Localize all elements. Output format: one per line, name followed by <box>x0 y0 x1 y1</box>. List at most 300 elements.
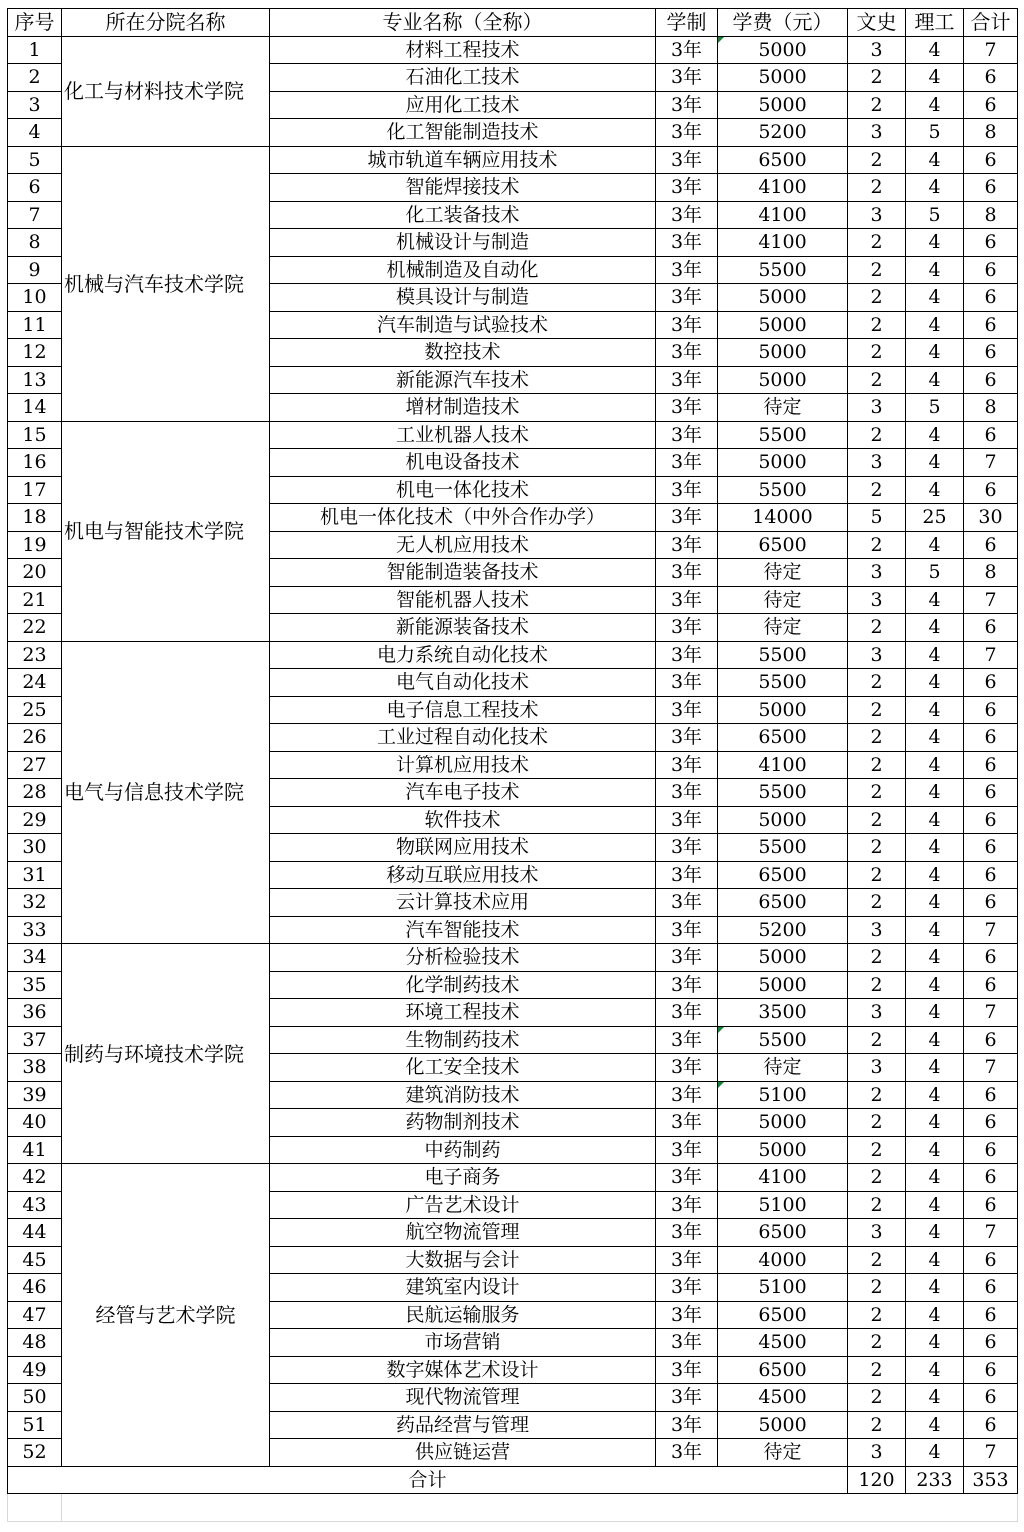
total-cell[interactable]: 6 <box>964 1191 1018 1219</box>
seq-cell[interactable]: 18 <box>8 504 62 532</box>
arts-cell[interactable]: 2 <box>848 229 906 257</box>
duration-cell[interactable]: 3年 <box>656 696 718 724</box>
total-cell[interactable]: 6 <box>964 476 1018 504</box>
total-cell[interactable]: 6 <box>964 64 1018 92</box>
seq-cell[interactable]: 50 <box>8 1384 62 1412</box>
tuition-cell[interactable]: 5500 <box>718 641 848 669</box>
arts-cell[interactable]: 2 <box>848 669 906 697</box>
seq-cell[interactable]: 49 <box>8 1356 62 1384</box>
seq-cell[interactable]: 7 <box>8 201 62 229</box>
total-cell[interactable]: 6 <box>964 1301 1018 1329</box>
tuition-cell[interactable]: 待定 <box>718 559 848 587</box>
seq-cell[interactable]: 26 <box>8 724 62 752</box>
science-cell[interactable]: 4 <box>906 1411 964 1439</box>
duration-cell[interactable]: 3年 <box>656 64 718 92</box>
total-cell[interactable]: 8 <box>964 559 1018 587</box>
seq-cell[interactable]: 19 <box>8 531 62 559</box>
science-cell[interactable]: 4 <box>906 256 964 284</box>
science-cell[interactable]: 5 <box>906 201 964 229</box>
total-cell[interactable]: 7 <box>964 36 1018 64</box>
tuition-cell[interactable]: 14000 <box>718 504 848 532</box>
seq-cell[interactable]: 33 <box>8 916 62 944</box>
science-cell[interactable]: 4 <box>906 1301 964 1329</box>
tuition-cell[interactable]: 5100 <box>718 1191 848 1219</box>
duration-cell[interactable]: 3年 <box>656 751 718 779</box>
duration-cell[interactable]: 3年 <box>656 1164 718 1192</box>
total-cell[interactable]: 6 <box>964 669 1018 697</box>
duration-cell[interactable]: 3年 <box>656 641 718 669</box>
college-cell[interactable]: 经管与艺术学院 <box>62 1164 270 1467</box>
arts-cell[interactable]: 2 <box>848 1164 906 1192</box>
total-cell[interactable]: 6 <box>964 971 1018 999</box>
arts-cell[interactable]: 2 <box>848 1329 906 1357</box>
total-cell[interactable]: 6 <box>964 806 1018 834</box>
tuition-cell[interactable]: 待定 <box>718 394 848 422</box>
total-cell[interactable]: 6 <box>964 724 1018 752</box>
science-cell[interactable]: 4 <box>906 1274 964 1302</box>
tuition-cell[interactable]: 6500 <box>718 724 848 752</box>
seq-cell[interactable]: 42 <box>8 1164 62 1192</box>
major-cell[interactable]: 广告艺术设计 <box>270 1191 656 1219</box>
science-cell[interactable]: 5 <box>906 394 964 422</box>
major-cell[interactable]: 模具设计与制造 <box>270 284 656 312</box>
total-cell[interactable]: 7 <box>964 1439 1018 1467</box>
seq-cell[interactable]: 44 <box>8 1219 62 1247</box>
header-college[interactable]: 所在分院名称 <box>62 9 270 37</box>
tuition-cell[interactable]: 4000 <box>718 1246 848 1274</box>
tuition-cell[interactable]: 5500 <box>718 834 848 862</box>
science-cell[interactable]: 25 <box>906 504 964 532</box>
duration-cell[interactable]: 3年 <box>656 806 718 834</box>
arts-cell[interactable]: 2 <box>848 861 906 889</box>
seq-cell[interactable]: 17 <box>8 476 62 504</box>
major-cell[interactable]: 电子商务 <box>270 1164 656 1192</box>
science-cell[interactable]: 4 <box>906 916 964 944</box>
tuition-cell[interactable]: 5000 <box>718 1109 848 1137</box>
seq-cell[interactable]: 14 <box>8 394 62 422</box>
header-duration[interactable]: 学制 <box>656 9 718 37</box>
major-cell[interactable]: 机电设备技术 <box>270 449 656 477</box>
duration-cell[interactable]: 3年 <box>656 971 718 999</box>
duration-cell[interactable]: 3年 <box>656 421 718 449</box>
tuition-cell[interactable]: 4100 <box>718 201 848 229</box>
total-cell[interactable]: 7 <box>964 586 1018 614</box>
duration-cell[interactable]: 3年 <box>656 1136 718 1164</box>
major-cell[interactable]: 汽车智能技术 <box>270 916 656 944</box>
arts-cell[interactable]: 2 <box>848 311 906 339</box>
total-cell[interactable]: 6 <box>964 1246 1018 1274</box>
college-cell[interactable]: 机电与智能技术学院 <box>62 421 270 641</box>
duration-cell[interactable]: 3年 <box>656 256 718 284</box>
arts-cell[interactable]: 3 <box>848 559 906 587</box>
arts-cell[interactable]: 2 <box>848 421 906 449</box>
major-cell[interactable]: 数字媒体艺术设计 <box>270 1356 656 1384</box>
tuition-cell[interactable]: 5000 <box>718 1136 848 1164</box>
major-cell[interactable]: 机电一体化技术 <box>270 476 656 504</box>
major-cell[interactable]: 航空物流管理 <box>270 1219 656 1247</box>
duration-cell[interactable]: 3年 <box>656 1329 718 1357</box>
arts-cell[interactable]: 2 <box>848 1191 906 1219</box>
seq-cell[interactable]: 20 <box>8 559 62 587</box>
science-cell[interactable]: 4 <box>906 1356 964 1384</box>
total-cell[interactable]: 6 <box>964 531 1018 559</box>
total-cell[interactable]: 6 <box>964 1411 1018 1439</box>
seq-cell[interactable]: 8 <box>8 229 62 257</box>
major-cell[interactable]: 云计算技术应用 <box>270 889 656 917</box>
duration-cell[interactable]: 3年 <box>656 889 718 917</box>
tuition-cell[interactable]: 6500 <box>718 861 848 889</box>
arts-cell[interactable]: 2 <box>848 1246 906 1274</box>
total-cell[interactable]: 7 <box>964 1219 1018 1247</box>
major-cell[interactable]: 市场营销 <box>270 1329 656 1357</box>
science-cell[interactable]: 4 <box>906 1384 964 1412</box>
seq-cell[interactable]: 9 <box>8 256 62 284</box>
major-cell[interactable]: 电力系统自动化技术 <box>270 641 656 669</box>
total-cell[interactable]: 6 <box>964 614 1018 642</box>
arts-cell[interactable]: 2 <box>848 696 906 724</box>
science-cell[interactable]: 4 <box>906 174 964 202</box>
seq-cell[interactable]: 37 <box>8 1026 62 1054</box>
duration-cell[interactable]: 3年 <box>656 366 718 394</box>
duration-cell[interactable]: 3年 <box>656 1439 718 1467</box>
tuition-cell[interactable]: 5100 <box>718 1081 848 1109</box>
major-cell[interactable]: 分析检验技术 <box>270 944 656 972</box>
arts-cell[interactable]: 3 <box>848 586 906 614</box>
seq-cell[interactable]: 40 <box>8 1109 62 1137</box>
tuition-cell[interactable]: 5100 <box>718 1274 848 1302</box>
arts-cell[interactable]: 2 <box>848 806 906 834</box>
major-cell[interactable]: 移动互联应用技术 <box>270 861 656 889</box>
major-cell[interactable]: 增材制造技术 <box>270 394 656 422</box>
tuition-cell[interactable]: 6500 <box>718 1356 848 1384</box>
science-cell[interactable]: 4 <box>906 696 964 724</box>
tuition-cell[interactable]: 5000 <box>718 971 848 999</box>
seq-cell[interactable]: 13 <box>8 366 62 394</box>
duration-cell[interactable]: 3年 <box>656 614 718 642</box>
major-cell[interactable]: 新能源装备技术 <box>270 614 656 642</box>
arts-cell[interactable]: 2 <box>848 1274 906 1302</box>
header-major[interactable]: 专业名称（全称） <box>270 9 656 37</box>
science-cell[interactable]: 4 <box>906 834 964 862</box>
science-cell[interactable]: 4 <box>906 531 964 559</box>
seq-cell[interactable]: 22 <box>8 614 62 642</box>
science-cell[interactable]: 4 <box>906 229 964 257</box>
total-cell[interactable]: 7 <box>964 916 1018 944</box>
arts-cell[interactable]: 2 <box>848 1301 906 1329</box>
major-cell[interactable]: 化工智能制造技术 <box>270 119 656 147</box>
total-cell[interactable]: 6 <box>964 91 1018 119</box>
science-cell[interactable]: 4 <box>906 311 964 339</box>
science-cell[interactable]: 4 <box>906 586 964 614</box>
college-cell[interactable]: 电气与信息技术学院 <box>62 641 270 944</box>
empty-cell[interactable] <box>8 1494 62 1522</box>
seq-cell[interactable]: 30 <box>8 834 62 862</box>
duration-cell[interactable]: 3年 <box>656 1219 718 1247</box>
tuition-cell[interactable]: 4100 <box>718 174 848 202</box>
total-cell[interactable]: 6 <box>964 174 1018 202</box>
total-cell[interactable]: 6 <box>964 1356 1018 1384</box>
tuition-cell[interactable]: 5200 <box>718 119 848 147</box>
total-cell[interactable]: 7 <box>964 641 1018 669</box>
tuition-cell[interactable]: 4500 <box>718 1329 848 1357</box>
duration-cell[interactable]: 3年 <box>656 146 718 174</box>
duration-cell[interactable]: 3年 <box>656 476 718 504</box>
arts-cell[interactable]: 2 <box>848 1411 906 1439</box>
tuition-cell[interactable]: 5000 <box>718 36 848 64</box>
arts-cell[interactable]: 2 <box>848 366 906 394</box>
major-cell[interactable]: 工业过程自动化技术 <box>270 724 656 752</box>
total-cell[interactable]: 7 <box>964 1054 1018 1082</box>
science-cell[interactable]: 4 <box>906 64 964 92</box>
arts-cell[interactable]: 2 <box>848 834 906 862</box>
science-cell[interactable]: 4 <box>906 724 964 752</box>
duration-cell[interactable]: 3年 <box>656 1109 718 1137</box>
summary-arts[interactable]: 120 <box>848 1466 906 1494</box>
total-cell[interactable]: 6 <box>964 256 1018 284</box>
total-cell[interactable]: 6 <box>964 1384 1018 1412</box>
total-cell[interactable]: 6 <box>964 696 1018 724</box>
major-cell[interactable]: 智能制造装备技术 <box>270 559 656 587</box>
duration-cell[interactable]: 3年 <box>656 504 718 532</box>
seq-cell[interactable]: 24 <box>8 669 62 697</box>
duration-cell[interactable]: 3年 <box>656 1246 718 1274</box>
total-cell[interactable]: 6 <box>964 834 1018 862</box>
arts-cell[interactable]: 2 <box>848 614 906 642</box>
seq-cell[interactable]: 34 <box>8 944 62 972</box>
tuition-cell[interactable]: 5000 <box>718 806 848 834</box>
science-cell[interactable]: 4 <box>906 806 964 834</box>
tuition-cell[interactable]: 4100 <box>718 751 848 779</box>
major-cell[interactable]: 物联网应用技术 <box>270 834 656 862</box>
arts-cell[interactable]: 2 <box>848 1109 906 1137</box>
major-cell[interactable]: 建筑消防技术 <box>270 1081 656 1109</box>
science-cell[interactable]: 4 <box>906 284 964 312</box>
science-cell[interactable]: 4 <box>906 779 964 807</box>
tuition-cell[interactable]: 6500 <box>718 889 848 917</box>
major-cell[interactable]: 新能源汽车技术 <box>270 366 656 394</box>
tuition-cell[interactable]: 5000 <box>718 366 848 394</box>
total-cell[interactable]: 6 <box>964 1109 1018 1137</box>
seq-cell[interactable]: 27 <box>8 751 62 779</box>
tuition-cell[interactable]: 5500 <box>718 256 848 284</box>
duration-cell[interactable]: 3年 <box>656 1054 718 1082</box>
tuition-cell[interactable]: 5500 <box>718 476 848 504</box>
college-cell[interactable]: 化工与材料技术学院 <box>62 36 270 146</box>
science-cell[interactable]: 4 <box>906 421 964 449</box>
arts-cell[interactable]: 3 <box>848 641 906 669</box>
seq-cell[interactable]: 21 <box>8 586 62 614</box>
tuition-cell[interactable]: 待定 <box>718 1054 848 1082</box>
seq-cell[interactable]: 12 <box>8 339 62 367</box>
seq-cell[interactable]: 11 <box>8 311 62 339</box>
duration-cell[interactable]: 3年 <box>656 916 718 944</box>
tuition-cell[interactable]: 待定 <box>718 586 848 614</box>
seq-cell[interactable]: 29 <box>8 806 62 834</box>
science-cell[interactable]: 4 <box>906 1054 964 1082</box>
total-cell[interactable]: 6 <box>964 146 1018 174</box>
seq-cell[interactable]: 23 <box>8 641 62 669</box>
duration-cell[interactable]: 3年 <box>656 724 718 752</box>
duration-cell[interactable]: 3年 <box>656 1081 718 1109</box>
total-cell[interactable]: 7 <box>964 999 1018 1027</box>
tuition-cell[interactable]: 5000 <box>718 449 848 477</box>
total-cell[interactable]: 6 <box>964 861 1018 889</box>
duration-cell[interactable]: 3年 <box>656 861 718 889</box>
tuition-cell[interactable]: 4500 <box>718 1384 848 1412</box>
total-cell[interactable]: 6 <box>964 889 1018 917</box>
major-cell[interactable]: 智能焊接技术 <box>270 174 656 202</box>
duration-cell[interactable]: 3年 <box>656 834 718 862</box>
header-seq[interactable]: 序号 <box>8 9 62 37</box>
major-cell[interactable]: 汽车制造与试验技术 <box>270 311 656 339</box>
major-cell[interactable]: 环境工程技术 <box>270 999 656 1027</box>
total-cell[interactable]: 8 <box>964 201 1018 229</box>
tuition-cell[interactable]: 5000 <box>718 64 848 92</box>
arts-cell[interactable]: 3 <box>848 1439 906 1467</box>
duration-cell[interactable]: 3年 <box>656 91 718 119</box>
science-cell[interactable]: 4 <box>906 944 964 972</box>
seq-cell[interactable]: 4 <box>8 119 62 147</box>
tuition-cell[interactable]: 5000 <box>718 1411 848 1439</box>
science-cell[interactable]: 4 <box>906 1136 964 1164</box>
seq-cell[interactable]: 45 <box>8 1246 62 1274</box>
science-cell[interactable]: 4 <box>906 1191 964 1219</box>
major-cell[interactable]: 电子信息工程技术 <box>270 696 656 724</box>
seq-cell[interactable]: 25 <box>8 696 62 724</box>
tuition-cell[interactable]: 5000 <box>718 339 848 367</box>
duration-cell[interactable]: 3年 <box>656 531 718 559</box>
science-cell[interactable]: 4 <box>906 366 964 394</box>
duration-cell[interactable]: 3年 <box>656 1026 718 1054</box>
major-cell[interactable]: 机械设计与制造 <box>270 229 656 257</box>
arts-cell[interactable]: 2 <box>848 174 906 202</box>
total-cell[interactable]: 6 <box>964 751 1018 779</box>
tuition-cell[interactable]: 5000 <box>718 311 848 339</box>
arts-cell[interactable]: 2 <box>848 1026 906 1054</box>
major-cell[interactable]: 民航运输服务 <box>270 1301 656 1329</box>
science-cell[interactable]: 4 <box>906 36 964 64</box>
total-cell[interactable]: 8 <box>964 119 1018 147</box>
seq-cell[interactable]: 41 <box>8 1136 62 1164</box>
college-cell[interactable]: 制药与环境技术学院 <box>62 944 270 1164</box>
duration-cell[interactable]: 3年 <box>656 284 718 312</box>
arts-cell[interactable]: 3 <box>848 1219 906 1247</box>
arts-cell[interactable]: 2 <box>848 284 906 312</box>
tuition-cell[interactable]: 4100 <box>718 229 848 257</box>
arts-cell[interactable]: 2 <box>848 751 906 779</box>
tuition-cell[interactable]: 3500 <box>718 999 848 1027</box>
total-cell[interactable]: 8 <box>964 394 1018 422</box>
seq-cell[interactable]: 5 <box>8 146 62 174</box>
seq-cell[interactable]: 46 <box>8 1274 62 1302</box>
duration-cell[interactable]: 3年 <box>656 559 718 587</box>
arts-cell[interactable]: 2 <box>848 256 906 284</box>
seq-cell[interactable]: 2 <box>8 64 62 92</box>
science-cell[interactable]: 4 <box>906 476 964 504</box>
arts-cell[interactable]: 3 <box>848 999 906 1027</box>
science-cell[interactable]: 5 <box>906 559 964 587</box>
arts-cell[interactable]: 3 <box>848 916 906 944</box>
science-cell[interactable]: 4 <box>906 1026 964 1054</box>
duration-cell[interactable]: 3年 <box>656 174 718 202</box>
seq-cell[interactable]: 47 <box>8 1301 62 1329</box>
arts-cell[interactable]: 2 <box>848 971 906 999</box>
duration-cell[interactable]: 3年 <box>656 779 718 807</box>
total-cell[interactable]: 6 <box>964 1274 1018 1302</box>
arts-cell[interactable]: 2 <box>848 1081 906 1109</box>
duration-cell[interactable]: 3年 <box>656 1356 718 1384</box>
total-cell[interactable]: 6 <box>964 1329 1018 1357</box>
major-cell[interactable]: 化工安全技术 <box>270 1054 656 1082</box>
tuition-cell[interactable]: 5000 <box>718 944 848 972</box>
duration-cell[interactable]: 3年 <box>656 394 718 422</box>
tuition-cell[interactable]: 6500 <box>718 146 848 174</box>
arts-cell[interactable]: 3 <box>848 201 906 229</box>
arts-cell[interactable]: 2 <box>848 889 906 917</box>
major-cell[interactable]: 数控技术 <box>270 339 656 367</box>
major-cell[interactable]: 石油化工技术 <box>270 64 656 92</box>
science-cell[interactable]: 4 <box>906 999 964 1027</box>
total-cell[interactable]: 6 <box>964 1081 1018 1109</box>
seq-cell[interactable]: 38 <box>8 1054 62 1082</box>
seq-cell[interactable]: 52 <box>8 1439 62 1467</box>
total-cell[interactable]: 6 <box>964 1026 1018 1054</box>
duration-cell[interactable]: 3年 <box>656 999 718 1027</box>
college-cell[interactable]: 机械与汽车技术学院 <box>62 146 270 421</box>
arts-cell[interactable]: 2 <box>848 64 906 92</box>
science-cell[interactable]: 4 <box>906 1439 964 1467</box>
arts-cell[interactable]: 3 <box>848 449 906 477</box>
arts-cell[interactable]: 3 <box>848 1054 906 1082</box>
duration-cell[interactable]: 3年 <box>656 586 718 614</box>
science-cell[interactable]: 4 <box>906 861 964 889</box>
tuition-cell[interactable]: 5200 <box>718 916 848 944</box>
science-cell[interactable]: 4 <box>906 91 964 119</box>
science-cell[interactable]: 4 <box>906 1081 964 1109</box>
duration-cell[interactable]: 3年 <box>656 1274 718 1302</box>
arts-cell[interactable]: 5 <box>848 504 906 532</box>
major-cell[interactable]: 现代物流管理 <box>270 1384 656 1412</box>
major-cell[interactable]: 建筑室内设计 <box>270 1274 656 1302</box>
seq-cell[interactable]: 32 <box>8 889 62 917</box>
total-cell[interactable]: 6 <box>964 1136 1018 1164</box>
seq-cell[interactable]: 35 <box>8 971 62 999</box>
science-cell[interactable]: 4 <box>906 1164 964 1192</box>
total-cell[interactable]: 6 <box>964 339 1018 367</box>
arts-cell[interactable]: 2 <box>848 779 906 807</box>
science-cell[interactable]: 4 <box>906 1246 964 1274</box>
tuition-cell[interactable]: 6500 <box>718 531 848 559</box>
arts-cell[interactable]: 2 <box>848 476 906 504</box>
major-cell[interactable]: 电气自动化技术 <box>270 669 656 697</box>
seq-cell[interactable]: 43 <box>8 1191 62 1219</box>
total-cell[interactable]: 6 <box>964 284 1018 312</box>
duration-cell[interactable]: 3年 <box>656 669 718 697</box>
duration-cell[interactable]: 3年 <box>656 311 718 339</box>
major-cell[interactable]: 计算机应用技术 <box>270 751 656 779</box>
science-cell[interactable]: 4 <box>906 751 964 779</box>
duration-cell[interactable]: 3年 <box>656 1301 718 1329</box>
arts-cell[interactable]: 2 <box>848 339 906 367</box>
major-cell[interactable]: 药物制剂技术 <box>270 1109 656 1137</box>
seq-cell[interactable]: 48 <box>8 1329 62 1357</box>
summary-science[interactable]: 233 <box>906 1466 964 1494</box>
major-cell[interactable]: 城市轨道车辆应用技术 <box>270 146 656 174</box>
major-cell[interactable]: 智能机器人技术 <box>270 586 656 614</box>
seq-cell[interactable]: 10 <box>8 284 62 312</box>
tuition-cell[interactable]: 4100 <box>718 1164 848 1192</box>
tuition-cell[interactable]: 待定 <box>718 1439 848 1467</box>
